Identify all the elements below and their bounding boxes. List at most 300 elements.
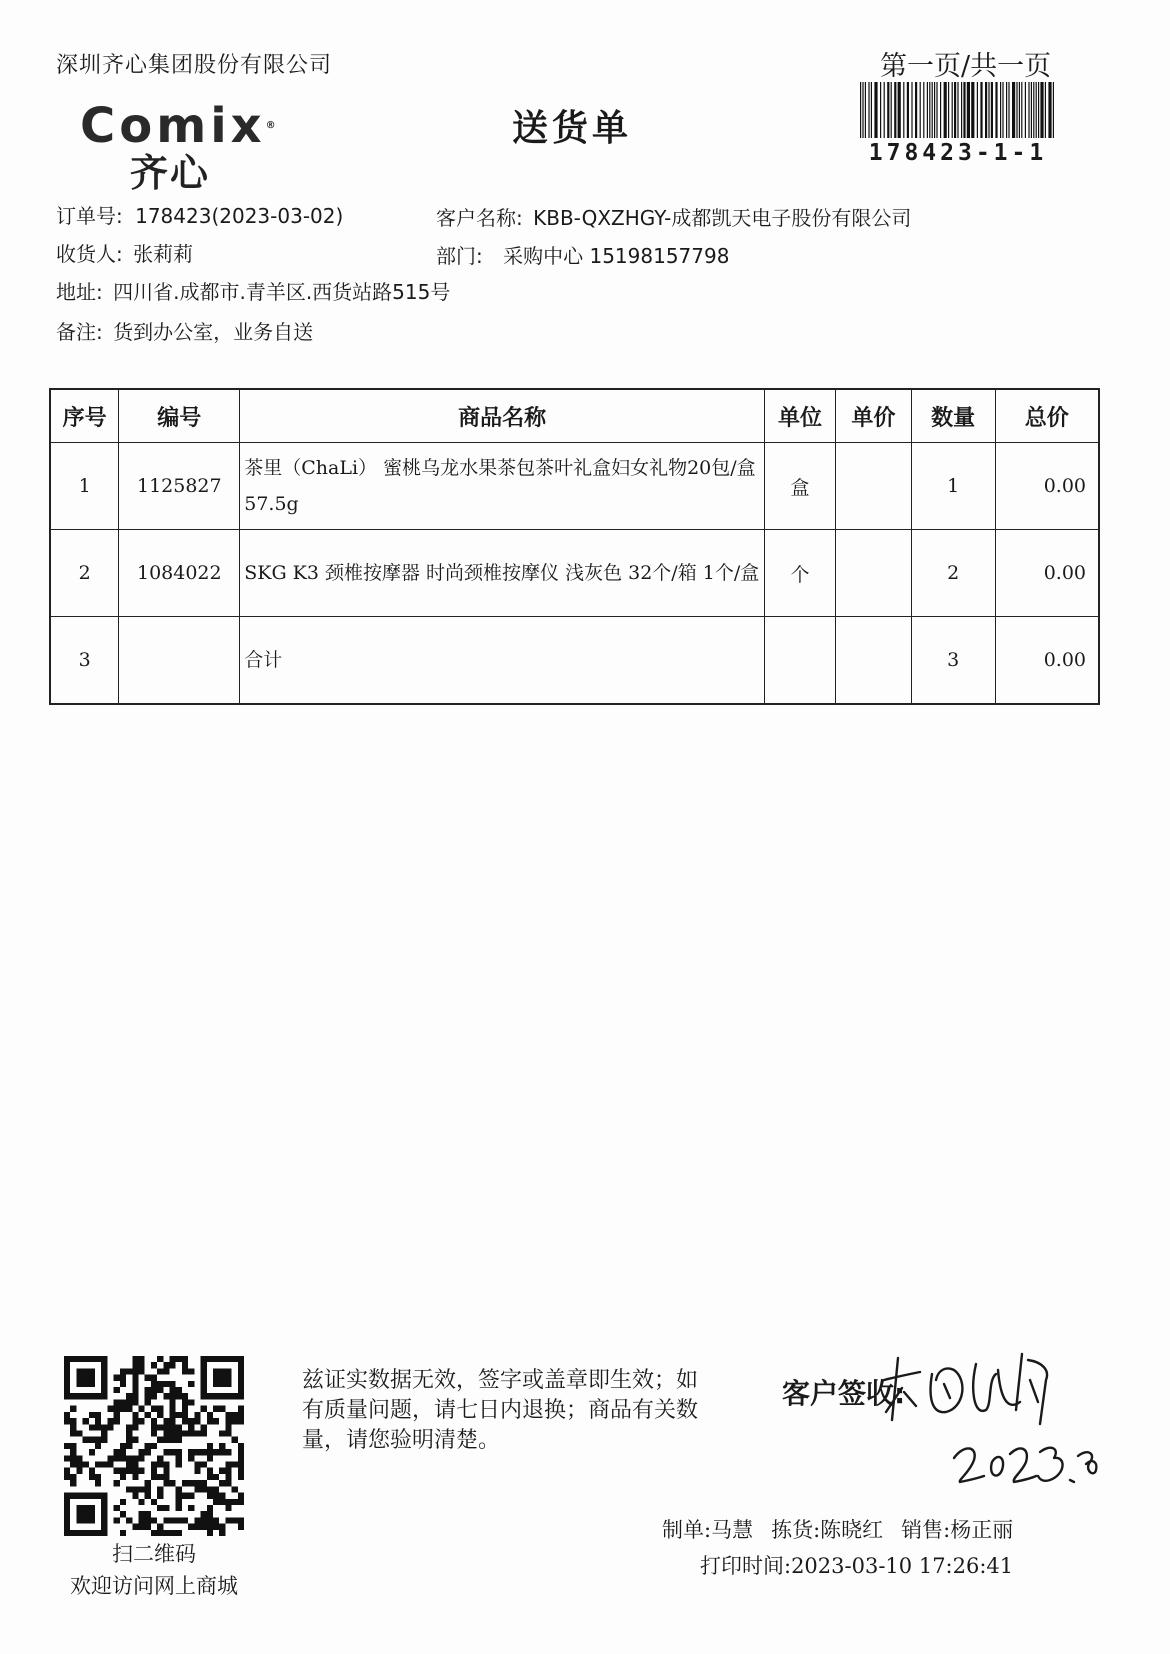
qr-module <box>225 1375 231 1381</box>
qr-module <box>157 1462 163 1468</box>
qr-module <box>83 1462 89 1468</box>
barcode-bar <box>971 82 974 138</box>
qr-module <box>89 1493 95 1499</box>
qr-module <box>238 1499 244 1505</box>
qr-module <box>76 1381 82 1387</box>
qr-module <box>157 1381 163 1387</box>
qr-module <box>138 1486 144 1492</box>
qr-module <box>176 1424 182 1430</box>
qr-module <box>76 1368 82 1374</box>
qr-module <box>225 1505 231 1511</box>
qr-module <box>132 1493 138 1499</box>
qr-module <box>138 1418 144 1424</box>
qr-module <box>207 1517 213 1523</box>
qr-module <box>101 1356 107 1362</box>
barcode-bar <box>868 82 869 138</box>
qr-module <box>64 1356 70 1362</box>
qr-module <box>151 1362 157 1368</box>
qr-module <box>176 1493 182 1499</box>
qr-module <box>163 1480 169 1486</box>
qr-module <box>176 1430 182 1436</box>
qr-module <box>132 1412 138 1418</box>
qr-module <box>157 1406 163 1412</box>
qr-module <box>151 1393 157 1399</box>
qr-module <box>76 1375 82 1381</box>
barcode-bar <box>988 82 989 138</box>
qr-module <box>120 1530 126 1536</box>
qr-module <box>188 1480 194 1486</box>
barcode-bar <box>1028 82 1029 138</box>
qr-module <box>225 1418 231 1424</box>
qr-module <box>157 1474 163 1480</box>
qr-module <box>157 1493 163 1499</box>
qr-module <box>213 1375 219 1381</box>
cell-unit-price <box>835 443 911 530</box>
qr-module <box>176 1517 182 1523</box>
qr-module <box>126 1462 132 1468</box>
qr-module <box>64 1362 70 1368</box>
qr-module <box>163 1468 169 1474</box>
qr-module <box>83 1381 89 1387</box>
qr-module <box>145 1480 151 1486</box>
qr-module <box>207 1493 213 1499</box>
qr-module <box>89 1437 95 1443</box>
cell-product-name: 茶里（ChaLi） 蜜桃乌龙水果茶包茶叶礼盒妇女礼物20包/盒 57.5g <box>240 443 765 530</box>
qr-module <box>64 1443 70 1449</box>
qr-module <box>151 1462 157 1468</box>
qr-module <box>120 1399 126 1405</box>
qr-module <box>170 1356 176 1362</box>
qr-module <box>238 1375 244 1381</box>
qr-module <box>232 1517 238 1523</box>
qr-module <box>101 1511 107 1517</box>
qr-module <box>132 1524 138 1530</box>
qr-module <box>101 1362 107 1368</box>
qr-module <box>120 1455 126 1461</box>
qr-module <box>182 1480 188 1486</box>
qr-module <box>225 1393 231 1399</box>
cell-unit-price <box>835 617 911 705</box>
qr-module <box>101 1524 107 1530</box>
qr-module <box>238 1362 244 1368</box>
barcode-bar <box>1016 82 1017 138</box>
qr-module <box>213 1393 219 1399</box>
qr-module <box>138 1356 144 1362</box>
qr-module <box>101 1493 107 1499</box>
qr-module <box>126 1399 132 1405</box>
qr-module <box>182 1356 188 1362</box>
qr-module <box>219 1406 225 1412</box>
qr-module <box>138 1499 144 1505</box>
qr-code[interactable] <box>64 1356 244 1536</box>
qr-module <box>238 1381 244 1387</box>
qr-module <box>225 1424 231 1430</box>
qr-module <box>213 1517 219 1523</box>
qr-module <box>238 1412 244 1418</box>
barcode-bar <box>898 82 901 138</box>
cell-seq: 2 <box>50 530 119 617</box>
qr-module <box>176 1437 182 1443</box>
qr-module <box>83 1418 89 1424</box>
qr-module <box>138 1406 144 1412</box>
barcode-bar <box>874 82 877 138</box>
qr-module <box>89 1474 95 1480</box>
qr-module <box>132 1393 138 1399</box>
qr-module <box>213 1418 219 1424</box>
qr-module <box>132 1368 138 1374</box>
qr-module <box>182 1368 188 1374</box>
qr-module <box>151 1443 157 1449</box>
qr-module <box>132 1381 138 1387</box>
barcode-bar <box>894 82 896 138</box>
qr-module <box>176 1356 182 1362</box>
qr-module <box>114 1517 120 1523</box>
barcode-bar <box>940 82 941 138</box>
qr-module <box>219 1468 225 1474</box>
qr-module <box>194 1486 200 1492</box>
qr-module <box>145 1387 151 1393</box>
qr-module <box>163 1517 169 1523</box>
cell-seq: 3 <box>50 617 119 705</box>
qr-module <box>163 1449 169 1455</box>
comix-logo <box>80 98 300 197</box>
qr-module <box>238 1368 244 1374</box>
qr-module <box>64 1455 70 1461</box>
qr-module <box>194 1449 200 1455</box>
qr-module <box>138 1449 144 1455</box>
cell-code: 1084022 <box>119 530 240 617</box>
qr-module <box>238 1406 244 1412</box>
cell-total: 0.00 <box>995 530 1099 617</box>
qr-module <box>95 1474 101 1480</box>
header-unit-price: 单价 <box>835 389 911 443</box>
qr-module <box>138 1511 144 1517</box>
qr-module <box>89 1381 95 1387</box>
qr-module <box>64 1505 70 1511</box>
qr-module <box>114 1480 120 1486</box>
qr-module <box>207 1486 213 1492</box>
qr-module <box>225 1381 231 1387</box>
qr-module <box>132 1455 138 1461</box>
qr-module <box>101 1437 107 1443</box>
qr-module <box>76 1455 82 1461</box>
qr-module <box>207 1393 213 1399</box>
qr-module <box>76 1430 82 1436</box>
qr-module <box>64 1381 70 1387</box>
qr-module <box>213 1449 219 1455</box>
qr-module <box>64 1418 70 1424</box>
barcode-bar <box>954 82 956 138</box>
qr-module <box>89 1424 95 1430</box>
qr-module <box>201 1393 207 1399</box>
qr-module <box>101 1424 107 1430</box>
qr-module <box>107 1455 113 1461</box>
barcode-bar <box>887 82 889 138</box>
qr-module <box>114 1449 120 1455</box>
order-number: 订单号: 178423(2023-03-02) <box>56 204 344 228</box>
table-row <box>50 530 1099 617</box>
cell-code <box>119 617 240 705</box>
qr-module <box>95 1356 101 1362</box>
qr-module <box>132 1399 138 1405</box>
picker: 拣货:陈晓红 <box>771 1518 884 1542</box>
cell-quantity: 2 <box>911 530 995 617</box>
qr-module <box>170 1517 176 1523</box>
qr-module <box>219 1499 225 1505</box>
qr-module <box>219 1356 225 1362</box>
qr-module <box>120 1443 126 1449</box>
qr-module <box>76 1493 82 1499</box>
qr-module <box>138 1362 144 1368</box>
qr-module <box>163 1368 169 1374</box>
qr-module <box>83 1393 89 1399</box>
maker: 制单:马慧 <box>662 1518 754 1542</box>
qr-module <box>151 1468 157 1474</box>
qr-module <box>70 1455 76 1461</box>
qr-module <box>176 1486 182 1492</box>
qr-module <box>107 1418 113 1424</box>
cell-code: 1125827 <box>119 443 240 530</box>
qr-module <box>95 1393 101 1399</box>
qr-module <box>83 1368 89 1374</box>
header-product-name: 商品名称 <box>240 389 765 443</box>
qr-module <box>132 1362 138 1368</box>
qr-module <box>89 1368 95 1374</box>
qr-module <box>114 1468 120 1474</box>
qr-module <box>70 1443 76 1449</box>
qr-module <box>201 1480 207 1486</box>
qr-module <box>126 1393 132 1399</box>
qr-module <box>157 1455 163 1461</box>
page-indicator: 第一页/共一页 <box>880 51 1052 82</box>
qr-module <box>170 1393 176 1399</box>
qr-module <box>126 1443 132 1449</box>
qr-module <box>83 1493 89 1499</box>
qr-module <box>157 1424 163 1430</box>
qr-module <box>170 1412 176 1418</box>
qr-module <box>188 1424 194 1430</box>
qr-module <box>225 1462 231 1468</box>
qr-module <box>219 1524 225 1530</box>
qr-module <box>126 1437 132 1443</box>
qr-module <box>194 1524 200 1530</box>
qr-module <box>151 1375 157 1381</box>
qr-module <box>232 1462 238 1468</box>
qr-module <box>83 1437 89 1443</box>
qr-module <box>151 1474 157 1480</box>
barcode-bar <box>967 82 970 138</box>
qr-module <box>132 1418 138 1424</box>
qr-module <box>70 1493 76 1499</box>
cell-unit: 盒 <box>765 443 836 530</box>
qr-module <box>201 1375 207 1381</box>
barcode-bar <box>1036 82 1037 138</box>
qr-module <box>238 1356 244 1362</box>
qr-module <box>182 1399 188 1405</box>
qr-module <box>120 1511 126 1517</box>
qr-module <box>219 1493 225 1499</box>
qr-module <box>219 1530 225 1536</box>
qr-module <box>114 1412 120 1418</box>
qr-module <box>132 1462 138 1468</box>
qr-module <box>64 1412 70 1418</box>
qr-module <box>163 1437 169 1443</box>
qr-module <box>70 1480 76 1486</box>
qr-module <box>176 1505 182 1511</box>
qr-module <box>176 1449 182 1455</box>
qr-module <box>145 1375 151 1381</box>
barcode-bar <box>860 82 861 138</box>
qr-module <box>120 1406 126 1412</box>
qr-module <box>157 1524 163 1530</box>
table-row-summary <box>50 617 1099 705</box>
qr-module <box>70 1424 76 1430</box>
qr-module <box>145 1449 151 1455</box>
qr-module <box>151 1418 157 1424</box>
qr-module <box>201 1387 207 1393</box>
barcode-bar <box>1012 82 1015 138</box>
qr-module <box>188 1418 194 1424</box>
qr-module <box>213 1486 219 1492</box>
qr-module <box>163 1474 169 1480</box>
cell-unit: 个 <box>765 530 836 617</box>
qr-module <box>188 1524 194 1530</box>
cell-seq: 1 <box>50 443 119 530</box>
qr-module <box>213 1368 219 1374</box>
qr-module <box>176 1455 182 1461</box>
qr-module <box>64 1393 70 1399</box>
qr-module <box>145 1393 151 1399</box>
barcode-bar <box>1021 82 1022 138</box>
qr-module <box>89 1511 95 1517</box>
qr-module <box>70 1530 76 1536</box>
qr-module <box>132 1468 138 1474</box>
qr-module <box>238 1443 244 1449</box>
qr-module <box>163 1424 169 1430</box>
qr-module <box>101 1462 107 1468</box>
qr-module <box>151 1430 157 1436</box>
barcode-bar <box>1002 82 1003 138</box>
qr-module <box>176 1499 182 1505</box>
barcode-bar <box>862 82 863 138</box>
qr-module <box>201 1381 207 1387</box>
qr-module <box>188 1505 194 1511</box>
qr-module <box>163 1530 169 1536</box>
qr-module <box>64 1375 70 1381</box>
qr-module <box>76 1356 82 1362</box>
qr-module <box>95 1462 101 1468</box>
qr-module <box>151 1387 157 1393</box>
items-table <box>49 388 1100 705</box>
barcode-bar <box>915 82 917 138</box>
qr-module <box>83 1517 89 1523</box>
qr-module <box>170 1381 176 1387</box>
qr-module <box>201 1356 207 1362</box>
qr-module <box>225 1356 231 1362</box>
qr-module <box>89 1375 95 1381</box>
barcode-bar <box>1033 82 1034 138</box>
qr-module <box>70 1430 76 1436</box>
customer-signature <box>880 1340 1110 1500</box>
qr-module <box>95 1530 101 1536</box>
qr-module <box>238 1418 244 1424</box>
cell-quantity: 3 <box>911 617 995 705</box>
qr-module <box>238 1493 244 1499</box>
qr-module <box>170 1387 176 1393</box>
qr-module <box>194 1480 200 1486</box>
barcode-bar <box>884 82 885 138</box>
barcode <box>858 82 1058 138</box>
barcode-bar <box>871 82 872 138</box>
qr-module <box>232 1356 238 1362</box>
qr-module <box>170 1449 176 1455</box>
barcode-bar <box>952 82 953 138</box>
qr-module <box>219 1430 225 1436</box>
qr-module <box>207 1455 213 1461</box>
table-header-row <box>50 389 1099 443</box>
qr-module <box>120 1474 126 1480</box>
customer-sign-label: 客户签收: <box>782 1377 906 1410</box>
barcode-bar <box>980 82 982 138</box>
qr-module <box>107 1462 113 1468</box>
qr-module <box>145 1412 151 1418</box>
qr-module <box>232 1412 238 1418</box>
qr-module <box>64 1499 70 1505</box>
qr-module <box>132 1356 138 1362</box>
qr-module <box>163 1462 169 1468</box>
qr-module <box>170 1430 176 1436</box>
qr-module <box>126 1455 132 1461</box>
qr-module <box>145 1511 151 1517</box>
notice-text: 兹证实数据无效，签字或盖章即生效；如有质量问题，请七日内退换；商品有关数量，请您验明清楚。 <box>302 1368 699 1453</box>
qr-module <box>213 1474 219 1480</box>
qr-module <box>225 1480 231 1486</box>
barcode-bar <box>995 82 997 138</box>
qr-module <box>170 1399 176 1405</box>
header-unit: 单位 <box>765 389 836 443</box>
qr-module <box>70 1406 76 1412</box>
qr-module <box>132 1486 138 1492</box>
barcode-bar <box>927 82 928 138</box>
logo-text-cn: 齐心 <box>130 151 211 195</box>
qr-module <box>225 1449 231 1455</box>
qr-module <box>207 1443 213 1449</box>
qr-module <box>176 1462 182 1468</box>
barcode-bar <box>1048 82 1051 138</box>
qr-module <box>157 1486 163 1492</box>
qr-module <box>176 1387 182 1393</box>
qr-module <box>145 1493 151 1499</box>
qr-module <box>170 1437 176 1443</box>
barcode-bar <box>1006 82 1007 138</box>
barcode-bar <box>891 82 892 138</box>
qr-module <box>188 1368 194 1374</box>
qr-module <box>201 1462 207 1468</box>
qr-module <box>114 1505 120 1511</box>
qr-module <box>207 1356 213 1362</box>
company-name: 深圳齐心集团股份有限公司 <box>56 53 333 78</box>
qr-module <box>182 1418 188 1424</box>
qr-module <box>194 1517 200 1523</box>
qr-module <box>238 1387 244 1393</box>
qr-module <box>238 1449 244 1455</box>
qr-module <box>101 1387 107 1393</box>
qr-module <box>213 1381 219 1387</box>
barcode-bar <box>1008 82 1009 138</box>
qr-module <box>89 1517 95 1523</box>
qr-module <box>83 1356 89 1362</box>
qr-module <box>207 1449 213 1455</box>
